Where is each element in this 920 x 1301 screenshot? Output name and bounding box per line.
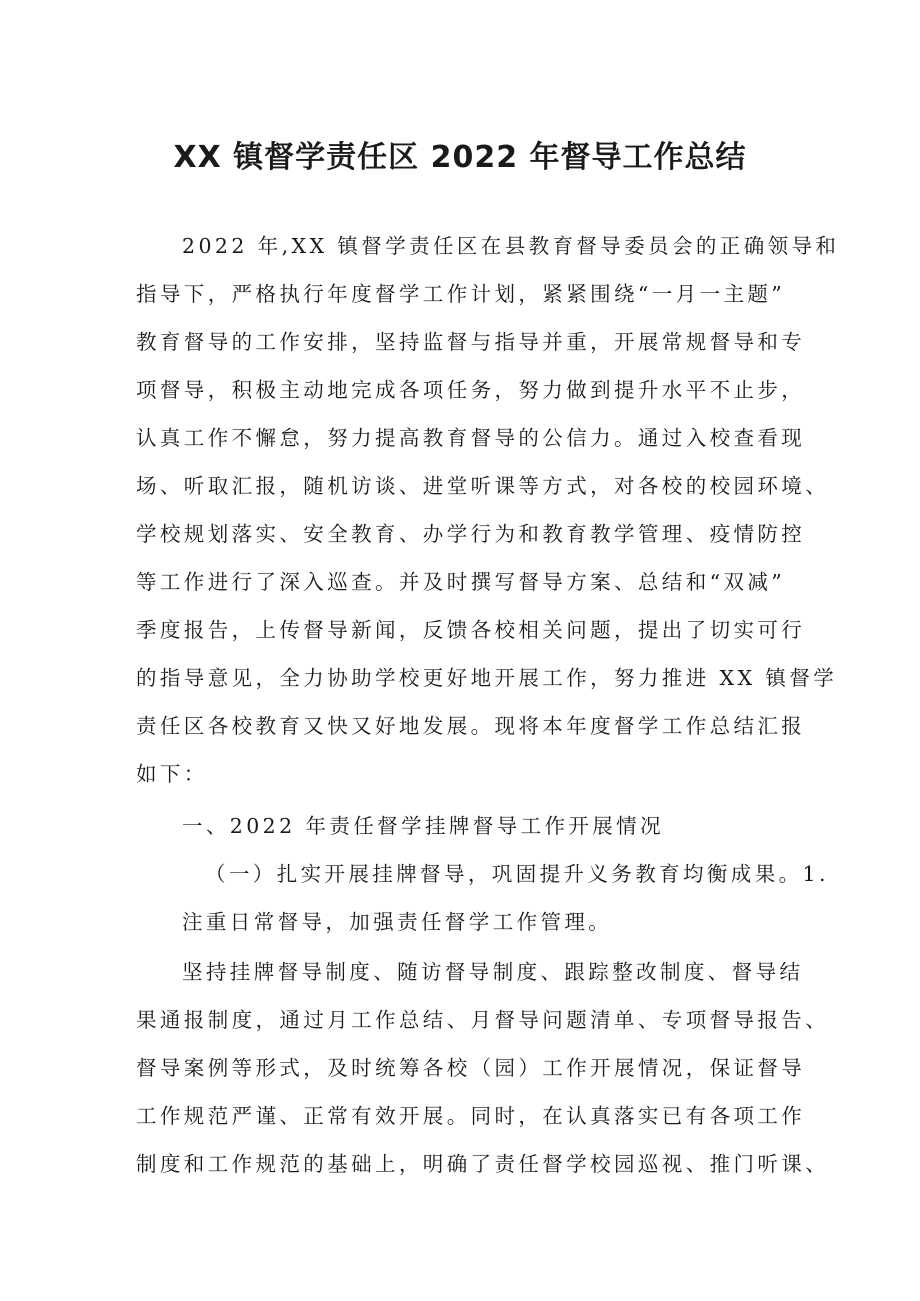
paragraph-line: 如下： (136, 762, 208, 786)
paragraph-line: 工作规范严谨、正常有效开展。同时，在认真落实已有各项工作 (136, 1104, 806, 1128)
paragraph-line: 的指导意见，全力协助学校更好地开展工作，努力推进 XX 镇督学 (136, 666, 838, 690)
paragraph-line: 教育督导的工作安排，坚持监督与指导并重，开展常规督导和专 (136, 330, 806, 354)
paragraph-line: 制度和工作规范的基础上，明确了责任督学校园巡视、推门听课、 (136, 1152, 830, 1176)
paragraph-line: 2022 年,XX 镇督学责任区在县教育督导委员会的正确领导和 (182, 234, 840, 258)
paragraph-line: （一）扎实开展挂牌督导，巩固提升义务教育均衡成果。1. (205, 862, 829, 886)
section-heading: 一、2022 年责任督学挂牌督导工作开展情况 (182, 814, 664, 838)
paragraph-line: 指导下，严格执行年度督学工作计划，紧紧围绕“一月一主题” (136, 282, 786, 306)
paragraph-line: 果通报制度，通过月工作总结、月督导问题清单、专项督导报告、 (136, 1008, 830, 1032)
document-title: XX 镇督学责任区 2022 年督导工作总结 (173, 140, 747, 175)
paragraph-line: 督导案例等形式，及时统筹各校（园）工作开展情况，保证督导 (136, 1056, 806, 1080)
paragraph-line: 认真工作不懈怠，努力提高教育督导的公信力。通过入校查看现 (136, 426, 806, 450)
paragraph-line: 季度报告，上传督导新闻，反馈各校相关问题，提出了切实可行 (136, 618, 806, 642)
paragraph-line: 项督导，积极主动地完成各项任务，努力做到提升水平不止步， (136, 378, 806, 402)
paragraph-line: 等工作进行了深入巡查。并及时撰写督导方案、总结和“双减” (136, 570, 786, 594)
paragraph-line: 注重日常督导，加强责任督学工作管理。 (182, 910, 613, 934)
paragraph-line: 责任区各校教育又快又好地发展。现将本年度督学工作总结汇报 (136, 714, 806, 738)
paragraph-line: 场、听取汇报，随机访谈、进堂听课等方式，对各校的校园环境、 (136, 474, 830, 498)
paragraph-line: 坚持挂牌督导制度、随访督导制度、跟踪整改制度、督导结 (182, 960, 804, 984)
paragraph-line: 学校规划落实、安全教育、办学行为和教育教学管理、疫情防控 (136, 522, 806, 546)
